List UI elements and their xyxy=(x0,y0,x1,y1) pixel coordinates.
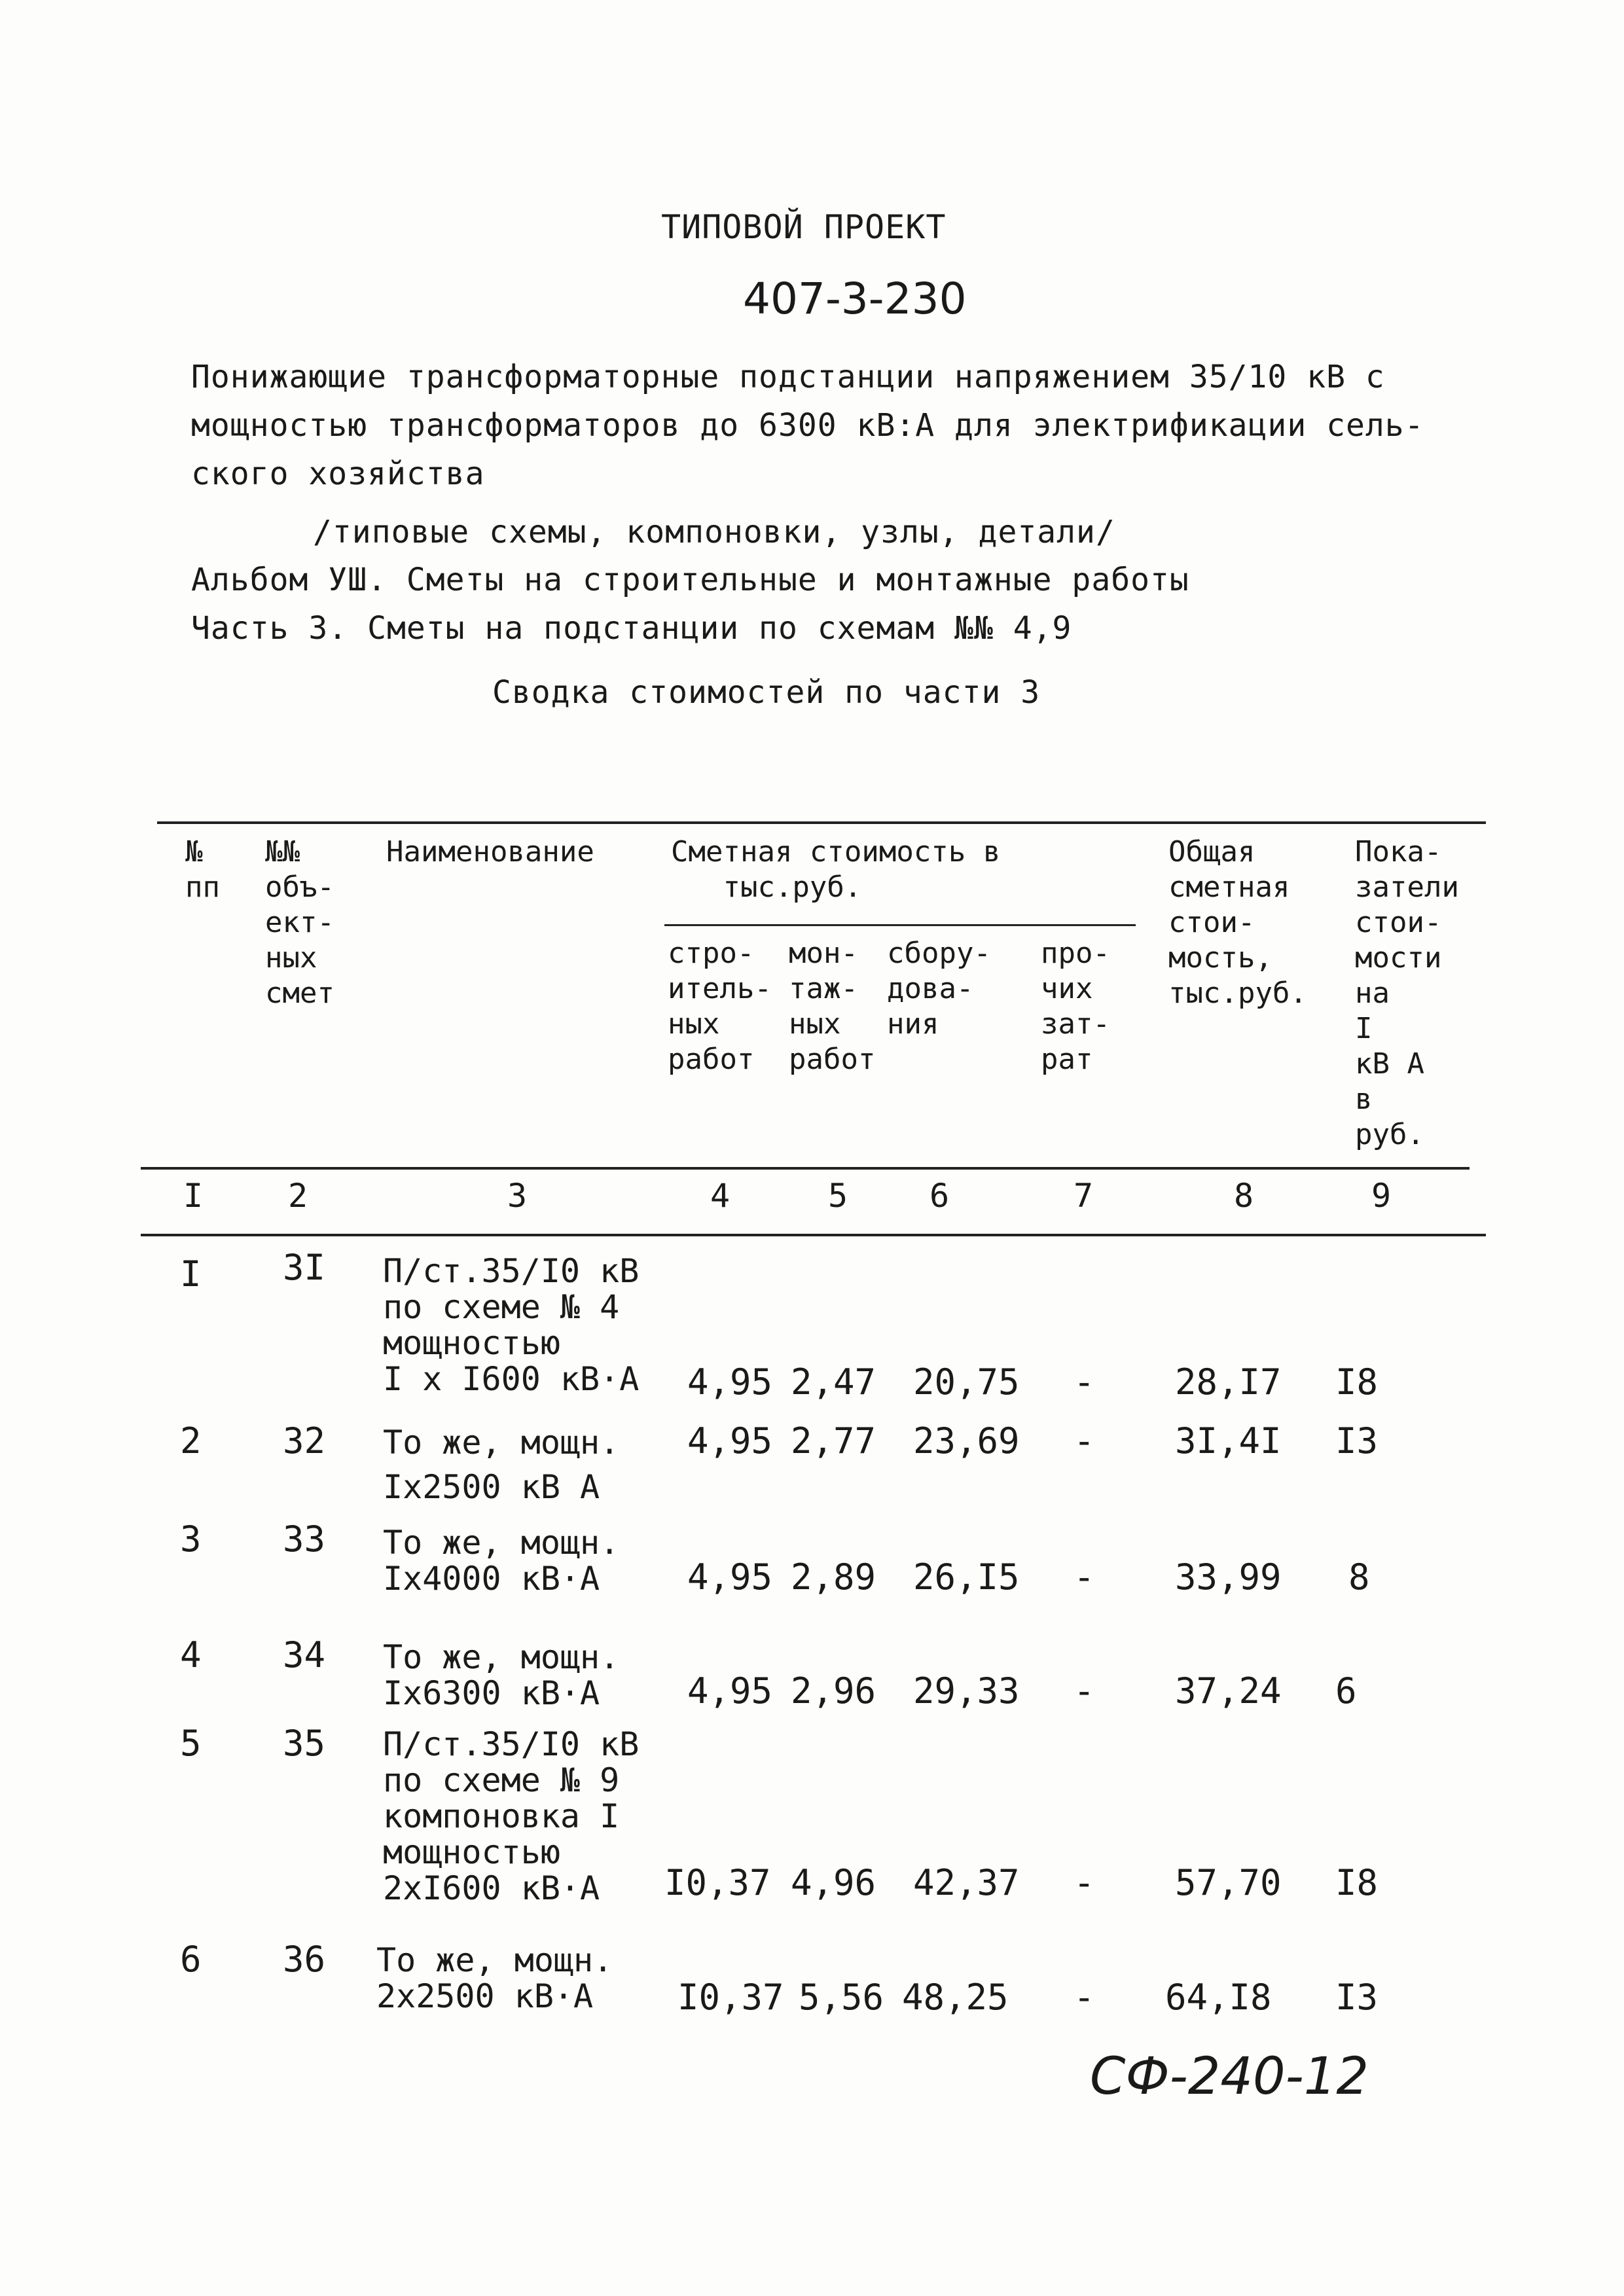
column-number: 2 xyxy=(287,1177,308,1215)
column-number: 4 xyxy=(710,1177,731,1215)
project-title: ТИПОВОЙ ПРОЕКТ xyxy=(661,208,947,246)
total-cost: 64,I8 xyxy=(1165,1977,1272,2018)
construction-cost: I0,37 xyxy=(677,1977,784,2018)
row-name: То же, мощн. Iх6300 кВ·А xyxy=(383,1638,620,1712)
column-number: 8 xyxy=(1233,1177,1254,1215)
equipment-cost: 42,37 xyxy=(913,1862,1020,1903)
row-name: П/ст.35/I0 кВ по схеме № 9 компоновка I мощностью 2хI600 кВ·А xyxy=(383,1725,640,1907)
object-number: 35 xyxy=(283,1723,326,1764)
row-name: То же, мощн. 2х2500 кВ·А xyxy=(376,1941,613,2015)
indicator: 6 xyxy=(1335,1670,1357,1712)
object-number: 3I xyxy=(283,1247,326,1288)
construction-cost: 4,95 xyxy=(687,1670,773,1712)
object-number: 33 xyxy=(283,1518,326,1560)
installation-cost: 2,96 xyxy=(791,1670,876,1712)
header-bottom-rule xyxy=(141,1167,1470,1170)
installation-cost: 5,56 xyxy=(799,1977,884,2018)
header-total: Общая сметная стои- мость, тыс.руб. xyxy=(1168,835,1307,1010)
other-cost: - xyxy=(1074,1977,1095,2018)
construction-cost: I0,37 xyxy=(664,1862,771,1903)
equipment-cost: 23,69 xyxy=(913,1420,1020,1462)
installation-cost: 2,47 xyxy=(791,1361,876,1403)
equipment-cost: 26,I5 xyxy=(913,1556,1020,1598)
description-line: Понижающие трансформаторные подстанции напряжением 35/10 кВ с xyxy=(191,359,1385,395)
row-number: 4 xyxy=(180,1634,202,1676)
row-number: 3 xyxy=(180,1518,202,1560)
project-number: 407-3-230 xyxy=(743,274,967,324)
indicator: 8 xyxy=(1348,1556,1370,1598)
header-object-estimates: №№ объ- ект- ных смет xyxy=(265,835,334,1010)
object-number: 34 xyxy=(283,1634,326,1676)
object-number: 32 xyxy=(283,1420,326,1462)
column-number: 7 xyxy=(1073,1177,1094,1215)
description-line: Часть 3. Сметы на подстанции по схемам №№ 4,9 xyxy=(191,610,1072,647)
row-name: То же, мощн. Iх4000 кВ·А xyxy=(383,1524,620,1598)
colnum-rule xyxy=(141,1234,1486,1236)
construction-cost: 4,95 xyxy=(687,1420,773,1462)
header-construction: стро- итель- ных работ xyxy=(668,937,772,1076)
header-indicator: Пока- затели стои- мости на I кВ А в руб. xyxy=(1355,835,1459,1151)
row-number: 6 xyxy=(180,1939,202,1980)
installation-cost: 4,96 xyxy=(791,1862,876,1903)
indicator: I8 xyxy=(1335,1862,1379,1903)
other-cost: - xyxy=(1074,1862,1095,1903)
indicator: I8 xyxy=(1335,1361,1379,1403)
installation-cost: 2,77 xyxy=(791,1420,876,1462)
total-cost: 57,70 xyxy=(1175,1862,1282,1903)
header-estimated-cost: Сметная стоимость в тыс.руб. xyxy=(671,835,1001,904)
document-code-stamp: СФ-240-12 xyxy=(1090,2047,1369,2106)
table-top-rule xyxy=(157,821,1486,824)
column-number: I xyxy=(183,1177,204,1215)
other-cost: - xyxy=(1074,1420,1095,1462)
total-cost: 33,99 xyxy=(1175,1556,1282,1598)
equipment-cost: 29,33 xyxy=(913,1670,1020,1712)
equipment-cost: 48,25 xyxy=(902,1977,1009,2018)
description-line: Альбом УШ. Сметы на строительные и монтажные работы xyxy=(191,562,1189,598)
column-number: 5 xyxy=(827,1177,848,1215)
column-number: 3 xyxy=(507,1177,528,1215)
construction-cost: 4,95 xyxy=(687,1361,773,1403)
subtitle: Сводка стоимостей по части 3 xyxy=(492,674,1041,711)
object-number: 36 xyxy=(283,1939,326,1980)
group-rule xyxy=(664,924,1136,926)
row-name: То же, мощн. Iх2500 кВ А xyxy=(383,1424,620,1506)
installation-cost: 2,89 xyxy=(791,1556,876,1598)
other-cost: - xyxy=(1074,1361,1095,1403)
header-other: про- чих зат- рат xyxy=(1041,937,1110,1076)
column-number: 6 xyxy=(929,1177,950,1215)
row-number: I xyxy=(180,1253,202,1295)
row-name: П/ст.35/I0 кВ по схеме № 4 мощностью I х I600 кВ·А xyxy=(383,1252,640,1398)
column-number: 9 xyxy=(1371,1177,1392,1215)
row-number: 5 xyxy=(180,1723,202,1764)
description-line: ского хозяйства xyxy=(191,456,485,492)
header-installation: мон- таж- ных работ xyxy=(789,937,876,1076)
indicator: I3 xyxy=(1335,1420,1379,1462)
other-cost: - xyxy=(1074,1670,1095,1712)
header-no: № пп xyxy=(185,835,220,904)
other-cost: - xyxy=(1074,1556,1095,1598)
construction-cost: 4,95 xyxy=(687,1556,773,1598)
total-cost: 37,24 xyxy=(1175,1670,1282,1712)
row-number: 2 xyxy=(180,1420,202,1462)
header-name: Наименование xyxy=(386,835,594,869)
total-cost: 28,I7 xyxy=(1175,1361,1282,1403)
indicator: I3 xyxy=(1335,1977,1379,2018)
total-cost: 3I,4I xyxy=(1175,1420,1282,1462)
header-equipment: сбору- дова- ния xyxy=(887,937,991,1041)
equipment-cost: 20,75 xyxy=(913,1361,1020,1403)
description-line: /типовые схемы, компоновки, узлы, детали/ xyxy=(313,514,1115,550)
description-line: мощностью трансформаторов до 6300 кВ:А для электрификации сель- xyxy=(191,407,1424,444)
